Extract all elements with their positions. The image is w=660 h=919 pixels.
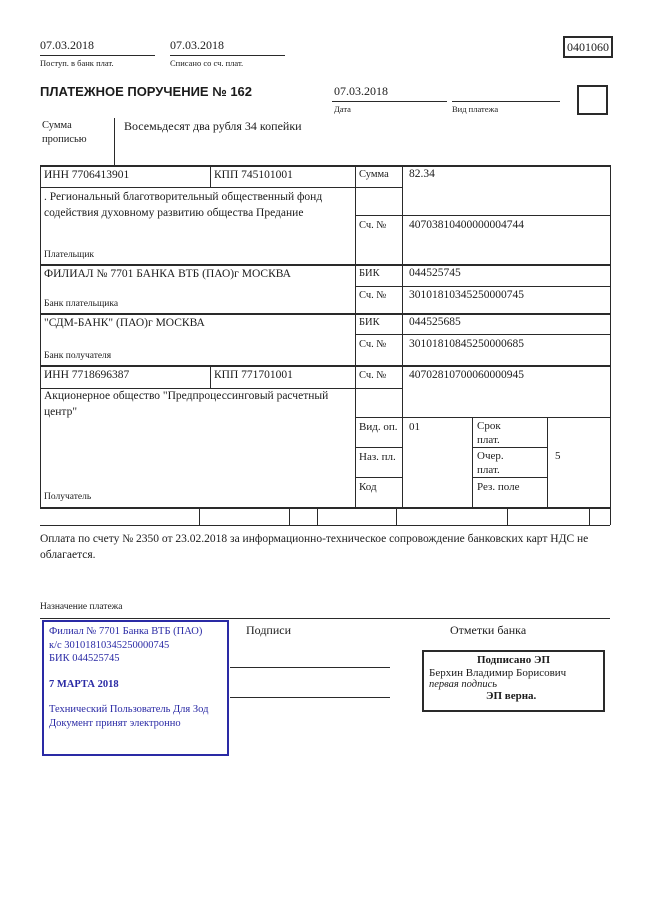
payer-caption: Плательщик <box>44 250 95 260</box>
payer-bank-stamp-line: к/с 30101810345250000745 <box>49 639 170 651</box>
debited-date: 07.03.2018 <box>170 38 224 52</box>
document-date-caption: Дата <box>334 104 351 114</box>
srok-plat-label: Срок плат. <box>477 420 501 446</box>
payer-account: 40703810400000004744 <box>409 219 524 231</box>
amount-words-divider <box>114 118 115 165</box>
payer-bank-account: 30101810345250000745 <box>409 289 524 301</box>
debited-date-underline <box>170 55 285 56</box>
payer-bank-stamp <box>42 620 229 756</box>
signature-line-2 <box>230 697 390 698</box>
signatures-title: Подписи <box>246 623 292 637</box>
document-date: 07.03.2018 <box>334 84 388 98</box>
payer-bank-bik: 044525745 <box>409 267 461 279</box>
debited-date-caption: Списано со сч. плат. <box>170 58 244 68</box>
table-border <box>355 447 402 448</box>
vid-op-label: Вид. оп. <box>359 421 398 433</box>
table-border <box>507 507 508 525</box>
signature-line-1 <box>230 667 390 668</box>
amount-label: Сумма <box>359 169 389 180</box>
table-border <box>589 507 590 525</box>
table-border <box>610 165 611 525</box>
purpose-underline <box>40 618 610 619</box>
kod-label: Код <box>359 481 377 493</box>
table-border <box>40 264 610 266</box>
payee-bank-name: "СДМ-БАНК" (ПАО)г МОСКВА <box>44 317 205 329</box>
payer-bank-name: ФИЛИАЛ № 7701 БАНКА ВТБ (ПАО)г МОСКВА <box>44 268 291 280</box>
payer-kpp: КПП 745101001 <box>214 169 293 181</box>
payer-bank-stamp-user: Технический Пользователь Для Зод <box>49 704 209 715</box>
payee-bank-bik-label: БИК <box>359 317 380 328</box>
table-border <box>317 507 318 525</box>
ocher-plat-label: Очер. плат. <box>477 450 504 476</box>
payer-bank-stamp-line: БИК 044525745 <box>49 653 120 664</box>
payer-inn: ИНН 7706413901 <box>44 169 130 181</box>
table-border <box>210 165 211 187</box>
table-border <box>40 525 610 526</box>
form-code-box: 0401060 <box>563 36 613 58</box>
payer-bank-stamp-date: 7 МАРТА 2018 <box>49 678 119 690</box>
page-title: ПЛАТЕЖНОЕ ПОРУЧЕНИЕ № 162 <box>40 84 253 99</box>
payee-account: 40702810700060000945 <box>409 369 524 381</box>
spacer <box>49 666 222 678</box>
payer-bank-account-label: Сч. № <box>359 290 387 301</box>
payment-type-caption: Вид платежа <box>452 104 499 114</box>
table-border <box>355 477 402 478</box>
received-date-caption: Поступ. в банк плат. <box>40 58 114 68</box>
rez-pole-label: Рез. поле <box>477 481 520 493</box>
table-border <box>40 365 610 367</box>
table-border <box>355 417 610 418</box>
amount-value: 82.34 <box>409 168 435 180</box>
esign-verified-label: ЭП верна. <box>486 690 537 702</box>
table-border <box>472 447 547 448</box>
table-border <box>210 365 211 388</box>
payee-bank-caption: Банк получателя <box>44 351 112 361</box>
received-date: 07.03.2018 <box>40 38 94 52</box>
table-border <box>199 507 200 525</box>
esign-signer-name: Берхин Владимир Борисович <box>429 667 567 679</box>
payment-type-checkbox <box>577 85 608 115</box>
table-border <box>40 313 610 315</box>
payer-account-label: Сч. № <box>359 220 387 231</box>
payer-bank-stamp-line: Филиал № 7701 Банка ВТБ (ПАО) <box>49 626 203 637</box>
table-border <box>547 417 548 507</box>
amount-words-value: Восемьдесят два рубля 34 копейки <box>124 119 302 133</box>
purpose-caption: Назначение платежа <box>40 602 123 612</box>
table-border <box>402 165 403 507</box>
table-border <box>472 417 473 507</box>
payee-account-label: Сч. № <box>359 370 387 381</box>
payer-bank-bik-label: БИК <box>359 268 380 279</box>
payee-bank-account: 30101810845250000685 <box>409 338 524 350</box>
esign-signed-label: Подписано ЭП <box>476 654 551 666</box>
payer-bank-caption: Банк плательщика <box>44 299 119 309</box>
vid-op-value: 01 <box>409 421 420 433</box>
document-date-underline <box>332 101 447 102</box>
payee-bank-account-label: Сч. № <box>359 339 387 350</box>
table-border <box>355 215 610 216</box>
payee-caption: Получатель <box>44 492 92 502</box>
purpose-text: Оплата по счету № 2350 от 23.02.2018 за информационно-техническое сопровождение банковских карт НДС не облагается. <box>40 533 589 561</box>
table-border <box>396 507 397 525</box>
ocher-plat-value: 5 <box>555 450 561 462</box>
table-border <box>40 165 610 167</box>
table-border <box>355 165 356 507</box>
payee-bank-bik: 044525685 <box>409 316 461 328</box>
table-border <box>40 165 41 507</box>
received-date-underline <box>40 55 155 56</box>
amount-words-label: Сумма прописью <box>42 120 87 145</box>
table-border <box>355 286 610 287</box>
table-border <box>40 507 610 509</box>
payee-name: Акционерное общество "Предпроцессинговый расчетный центр" <box>44 390 329 418</box>
payer-name: . Региональный благотворительный общественный фонд содействия духовному развитию общества Предание <box>44 191 323 219</box>
spacer <box>49 691 222 703</box>
payee-kpp: КПП 771701001 <box>214 369 293 381</box>
table-border <box>355 334 610 335</box>
table-border <box>289 507 290 525</box>
esign-signature-kind: первая подпись <box>429 679 498 690</box>
naz-pl-label: Наз. пл. <box>359 451 396 463</box>
payer-bank-stamp-lines <box>49 625 222 666</box>
bank-marks-title: Отметки банка <box>450 623 527 637</box>
esign-stamp <box>422 650 605 712</box>
payee-inn: ИНН 7718696387 <box>44 369 130 381</box>
payer-bank-stamp-note: Документ принят электронно <box>49 717 181 729</box>
table-border <box>472 477 547 478</box>
table-border <box>40 187 402 188</box>
payment-type-underline <box>452 101 560 102</box>
